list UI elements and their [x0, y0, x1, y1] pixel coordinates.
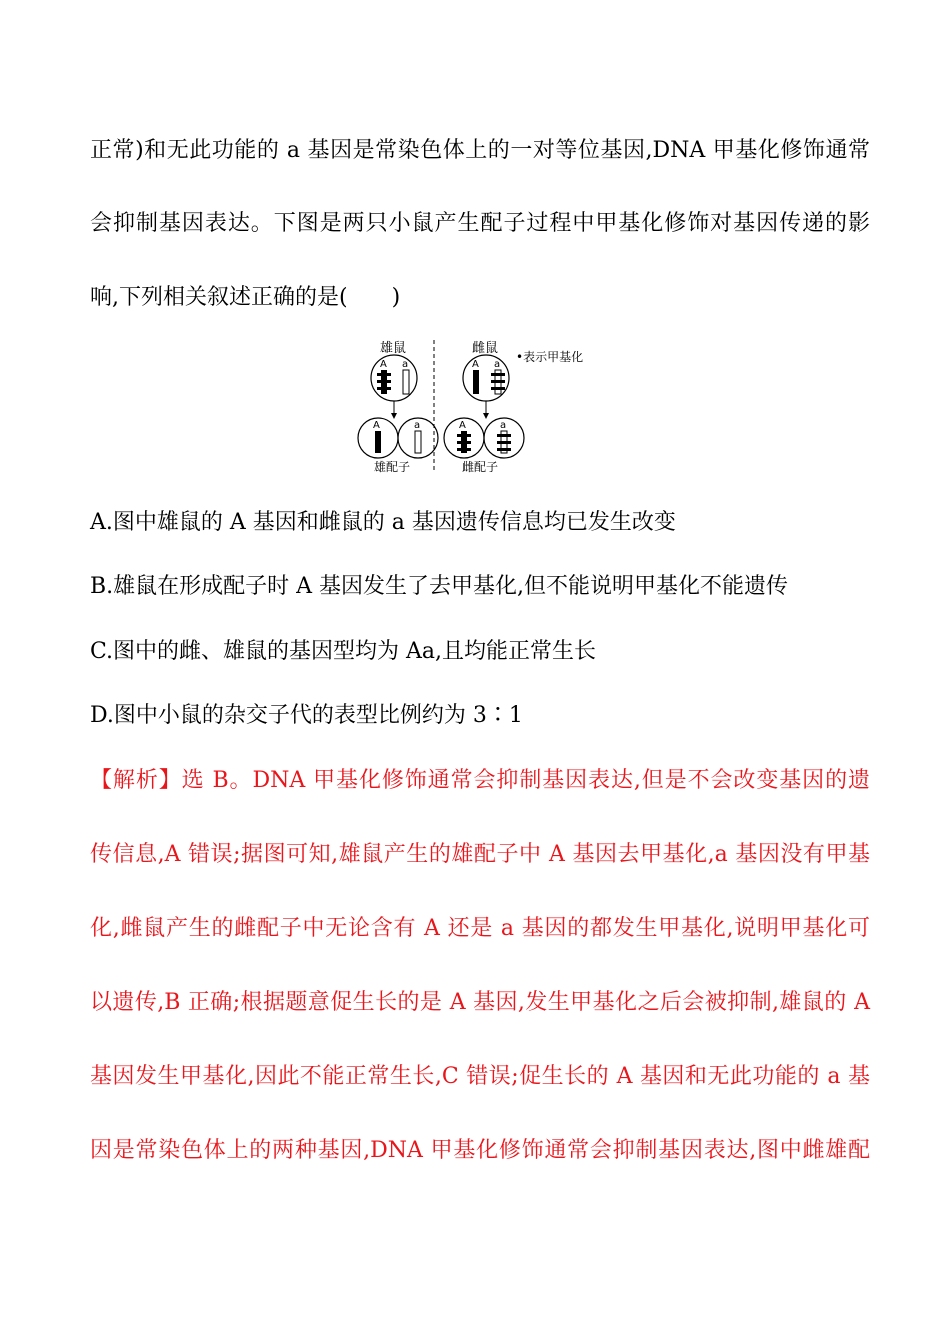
question-line-1: 正常)和无此功能的 a 基因是常染色体上的一对等位基因,DNA 甲基化修饰通常	[90, 138, 870, 163]
male-gamete-label: 雄配子	[374, 460, 411, 474]
option-b: B.雄鼠在形成配子时 A 基因发生了去甲基化,但不能说明甲基化不能遗传	[90, 574, 789, 599]
analysis-line-1: 【解析】选 B。DNA 甲基化修饰通常会抑制基因表达,但是不会改变基因的遗	[90, 768, 870, 793]
male-parent-allele-a: a	[402, 359, 409, 370]
question-line-3: 响,下列相关叙述正确的是( )	[90, 285, 401, 310]
female-gamete-allele-A: A	[459, 420, 466, 431]
female-gamete-a	[484, 418, 524, 458]
male-parent-cell	[371, 355, 417, 401]
female-parent-allele-a: a	[494, 359, 501, 370]
analysis-line-6: 因是常染色体上的两种基因,DNA 甲基化修饰通常会抑制基因表达,图中雌雄配	[90, 1138, 870, 1163]
male-mouse-label: 雄鼠	[380, 341, 407, 356]
male-gamete-a	[398, 418, 438, 458]
methylation-legend: •表示甲基化	[516, 350, 584, 364]
methylation-diagram	[352, 334, 600, 478]
option-c: C.图中的雌、雄鼠的基因型均为 Aa,且均能正常生长	[90, 639, 597, 664]
option-d: D.图中小鼠的杂交子代的表型比例约为 3∶1	[90, 703, 523, 728]
female-mouse-label: 雌鼠	[472, 341, 499, 356]
male-gamete-allele-a: a	[414, 420, 421, 431]
analysis-line-2: 传信息,A 错误;据图可知,雄鼠产生的雄配子中 A 基因去甲基化,a 基因没有甲基	[90, 842, 870, 867]
question-line-2: 会抑制基因表达。下图是两只小鼠产生配子过程中甲基化修饰对基因传递的影	[90, 211, 870, 236]
male-parent-allele-A: A	[380, 359, 387, 370]
male-gamete-allele-A: A	[373, 420, 380, 431]
option-a: A.图中雄鼠的 A 基因和雌鼠的 a 基因遗传信息均已发生改变	[90, 510, 676, 535]
analysis-line-5: 基因发生甲基化,因此不能正常生长,C 错误;促生长的 A 基因和无此功能的 a 基	[90, 1064, 870, 1089]
female-gamete-A	[444, 418, 484, 458]
female-gamete-label: 雌配子	[462, 460, 499, 474]
analysis-line-4: 以遗传,B 正确;根据题意促生长的是 A 基因,发生甲基化之后会被抑制,雄鼠的 A	[90, 990, 870, 1015]
analysis-line-3: 化,雌鼠产生的雌配子中无论含有 A 还是 a 基因的都发生甲基化,说明甲基化可	[90, 916, 870, 941]
male-gamete-A	[358, 418, 398, 458]
female-parent-allele-A: A	[472, 359, 479, 370]
female-gamete-allele-a: a	[500, 420, 507, 431]
female-parent-cell	[463, 355, 509, 401]
